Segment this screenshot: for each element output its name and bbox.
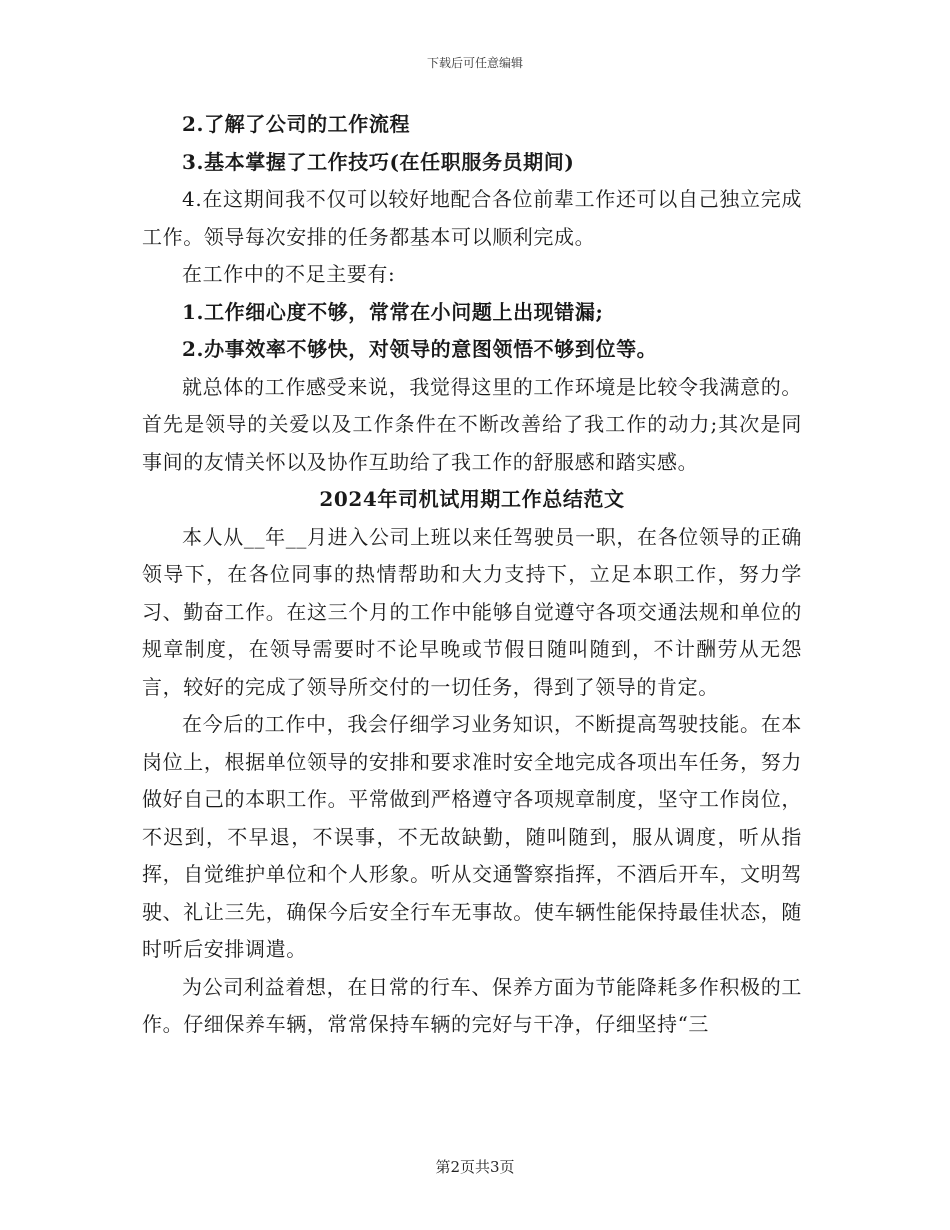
- list-item-2: 2.了解了公司的工作流程: [182, 112, 411, 136]
- section-title: 2024年司机试用期工作总结范文: [319, 487, 625, 511]
- page-header: 下载后可任意编辑: [426, 56, 523, 70]
- shortcoming-2: 2.办事效率不够快，对领导的意图领悟不够到位等。: [182, 337, 658, 361]
- list-item-4: 4.在这期间我不仅可以较好地配合各位前辈工作还可以自己独立完成工作。领导每次安排的任务都基本可以顺利完成。: [142, 187, 802, 249]
- list-item-3: 3.基本掌握了工作技巧(在任职服务员期间): [182, 149, 575, 174]
- document-body: [142, 106, 802, 1044]
- paragraph-intro: 本人从__年__月进入公司上班以来任驾驶员一职，在各位领导的正确领导下，在各位同事的热情帮助和大力支持下，立足本职工作，努力学习、勤奋工作。在这三个月的工作中能够自觉遵守各项交通法规和单位的规章制度，在领导需要时不论早晚或节假日随叫随到，不计酬劳从无怨言，较好的完成了领导所交付的一切任务，得到了领导的肯定。: [142, 524, 802, 699]
- paragraph-future-work: 在今后的工作中，我会仔细学习业务知识，不断提高驾驶技能。在本岗位上，根据单位领导的安排和要求准时安全地完成各项出车任务，努力做好自己的本职工作。平常做到严格遵守各项规章制度，坚守工作岗位，不迟到，不早退，不误事，不无故缺勤，随叫随到，服从调度，听从指挥，自觉维护单位和个人形象。听从交通警察指挥，不酒后开车，文明驾驶、礼让三先，确保今后安全行车无事故。使车辆性能保持最佳状态，随时听后安排调遣。: [142, 712, 802, 961]
- paragraph-company-interest: 为公司利益着想，在日常的行车、保养方面为节能降耗多作积极的工作。仔细保养车辆，常常保持车辆的完好与干净，仔细坚持“三: [142, 974, 802, 1036]
- shortcomings-intro: 在工作中的不足主要有:: [182, 262, 396, 286]
- shortcoming-1: 1.工作细心度不够，常常在小问题上出现错漏;: [182, 299, 604, 324]
- page-footer: 第2页共3页: [435, 1158, 515, 1176]
- summary-paragraph: 就总体的工作感受来说，我觉得这里的工作环境是比较令我满意的。首先是领导的关爱以及工作条件在不断改善给了我工作的动力;其次是同事间的友情关怀以及协作互助给了我工作的舒服感和踏实感。: [142, 374, 802, 474]
